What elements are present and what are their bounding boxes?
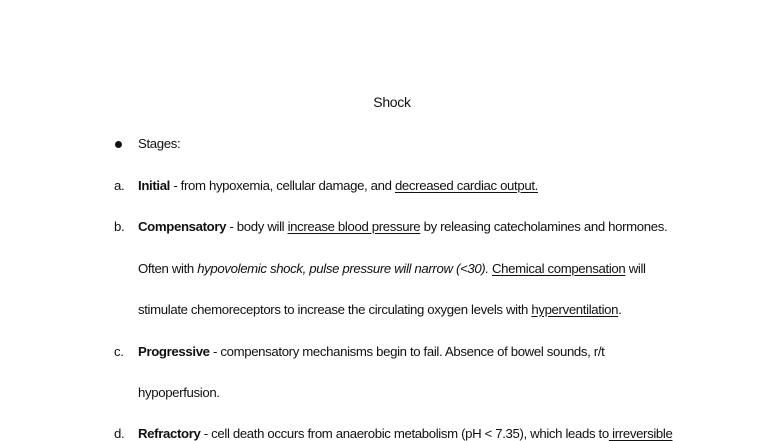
- item-text: by releasing catecholamines and hormones.: [420, 219, 668, 234]
- term-compensatory: Compensatory: [138, 219, 227, 234]
- list-item-initial: [138, 178, 538, 193]
- item-text: - compensatory mechanisms begin to fail. Absence of bowel sounds, r/t: [209, 344, 605, 359]
- underlined-text: decreased cardiac output.: [394, 178, 538, 193]
- underlined-text: irreversible: [608, 426, 673, 441]
- list-marker-d: d.: [114, 426, 125, 441]
- item-text: - from hypoxemia, cellular damage, and: [170, 178, 395, 193]
- list-item-progressive-line2: [138, 385, 220, 400]
- underlined-text: Chemical compensation: [491, 261, 626, 276]
- list-marker-b: b.: [114, 219, 125, 234]
- list-marker-a: a.: [114, 178, 125, 193]
- item-text: .: [618, 302, 622, 317]
- term-refractory: Refractory: [138, 426, 201, 441]
- list-item-refractory: [138, 426, 672, 441]
- bullet-icon: [115, 141, 122, 148]
- underlined-text: increase blood pressure: [287, 219, 421, 234]
- list-marker-c: c.: [114, 344, 124, 359]
- underlined-text: hyperventilation: [531, 302, 619, 317]
- term-progressive: Progressive: [138, 344, 210, 359]
- item-text: will: [625, 261, 646, 276]
- term-initial: Initial: [138, 178, 170, 193]
- item-text: hypoperfusion.: [138, 385, 220, 400]
- item-text: Often with: [138, 261, 198, 276]
- italic-text: hypovolemic shock, pulse pressure will narrow (<30).: [197, 261, 489, 276]
- item-text: - cell death occurs from anaerobic metabolism (pH < 7.35), which leads to: [200, 426, 609, 441]
- list-item-progressive: [138, 344, 604, 359]
- list-item-compensatory-line2: [138, 261, 646, 276]
- list-item-compensatory: [138, 219, 667, 234]
- stages-label: Stages:: [138, 136, 181, 151]
- item-text: - body will: [226, 219, 288, 234]
- item-text: stimulate chemoreceptors to increase the circulating oxygen levels with: [138, 302, 532, 317]
- list-item-compensatory-line3: [138, 302, 621, 317]
- document-title: Shock: [373, 94, 411, 110]
